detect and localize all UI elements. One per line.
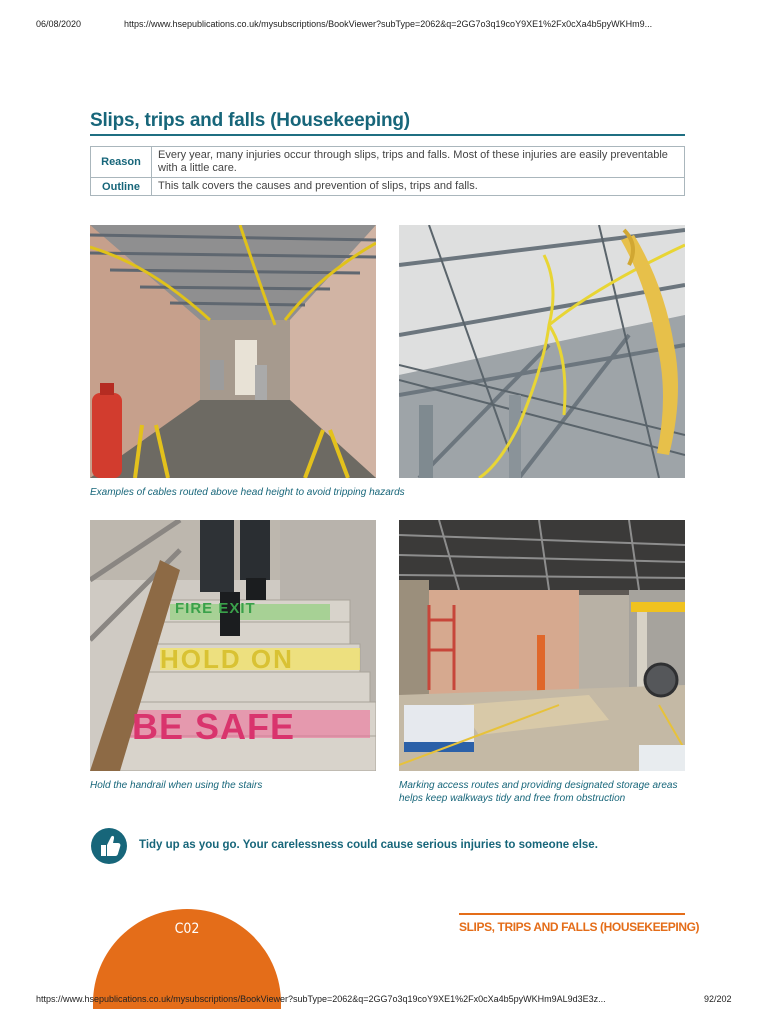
storage-area-photo: [399, 520, 685, 771]
footer-divider: [459, 913, 685, 915]
be-safe-text: BE SAFE: [132, 706, 296, 747]
thumbs-up-icon: [91, 828, 127, 864]
caption-stairs: Hold the handrail when using the stairs: [90, 780, 263, 791]
table-row: [91, 147, 685, 178]
title-divider: [90, 134, 685, 136]
fire-exit-text: FIRE EXIT: [175, 600, 256, 617]
outline-text: This talk covers the causes and prevention of slips, trips and falls.: [152, 178, 685, 196]
section-code: C02: [174, 921, 200, 937]
print-date: 06/08/2020: [36, 19, 82, 29]
outline-label: Outline: [91, 178, 152, 196]
corridor-cables-photo: [90, 225, 376, 478]
reason-outline-table: [90, 146, 685, 196]
page-title: Slips, trips and falls (Housekeeping): [90, 110, 410, 131]
caption-cables: Examples of cables routed above head height to avoid tripping hazards: [90, 487, 405, 498]
safety-tip: Tidy up as you go. Your carelessness could cause serious injuries to someone else.: [139, 839, 598, 851]
footer-section-title: SLIPS, TRIPS AND FALLS (HOUSEKEEPING): [459, 920, 700, 934]
print-page-number: 92/202: [704, 994, 732, 1004]
print-footer-url: https://www.hsepublications.co.uk/mysubscriptions/BookViewer?subType=2062&q=2GG7o3q19coY9XE1%2Fx0cXa4b5pyWKHm9AL9d3E3z...: [36, 994, 606, 1004]
caption-storage: Marking access routes and providing designated storage areas helps keep walkways tidy and free from obstruction: [399, 780, 678, 804]
reason-text: Every year, many injuries occur through slips, trips and falls. Most of these injuries are easily preventable with a little care.: [152, 147, 685, 178]
reason-label: Reason: [91, 147, 152, 178]
hold-on-text: HOLD ON: [160, 644, 294, 674]
print-header-url: https://www.hsepublications.co.uk/mysubscriptions/BookViewer?subType=2062&q=2GG7o3q19coY9XE1%2Fx0cXa4b5pyWKHm9...: [124, 19, 653, 29]
stairs-photo: [90, 520, 376, 771]
ceiling-cables-photo: [399, 225, 685, 478]
table-row: [91, 178, 685, 196]
